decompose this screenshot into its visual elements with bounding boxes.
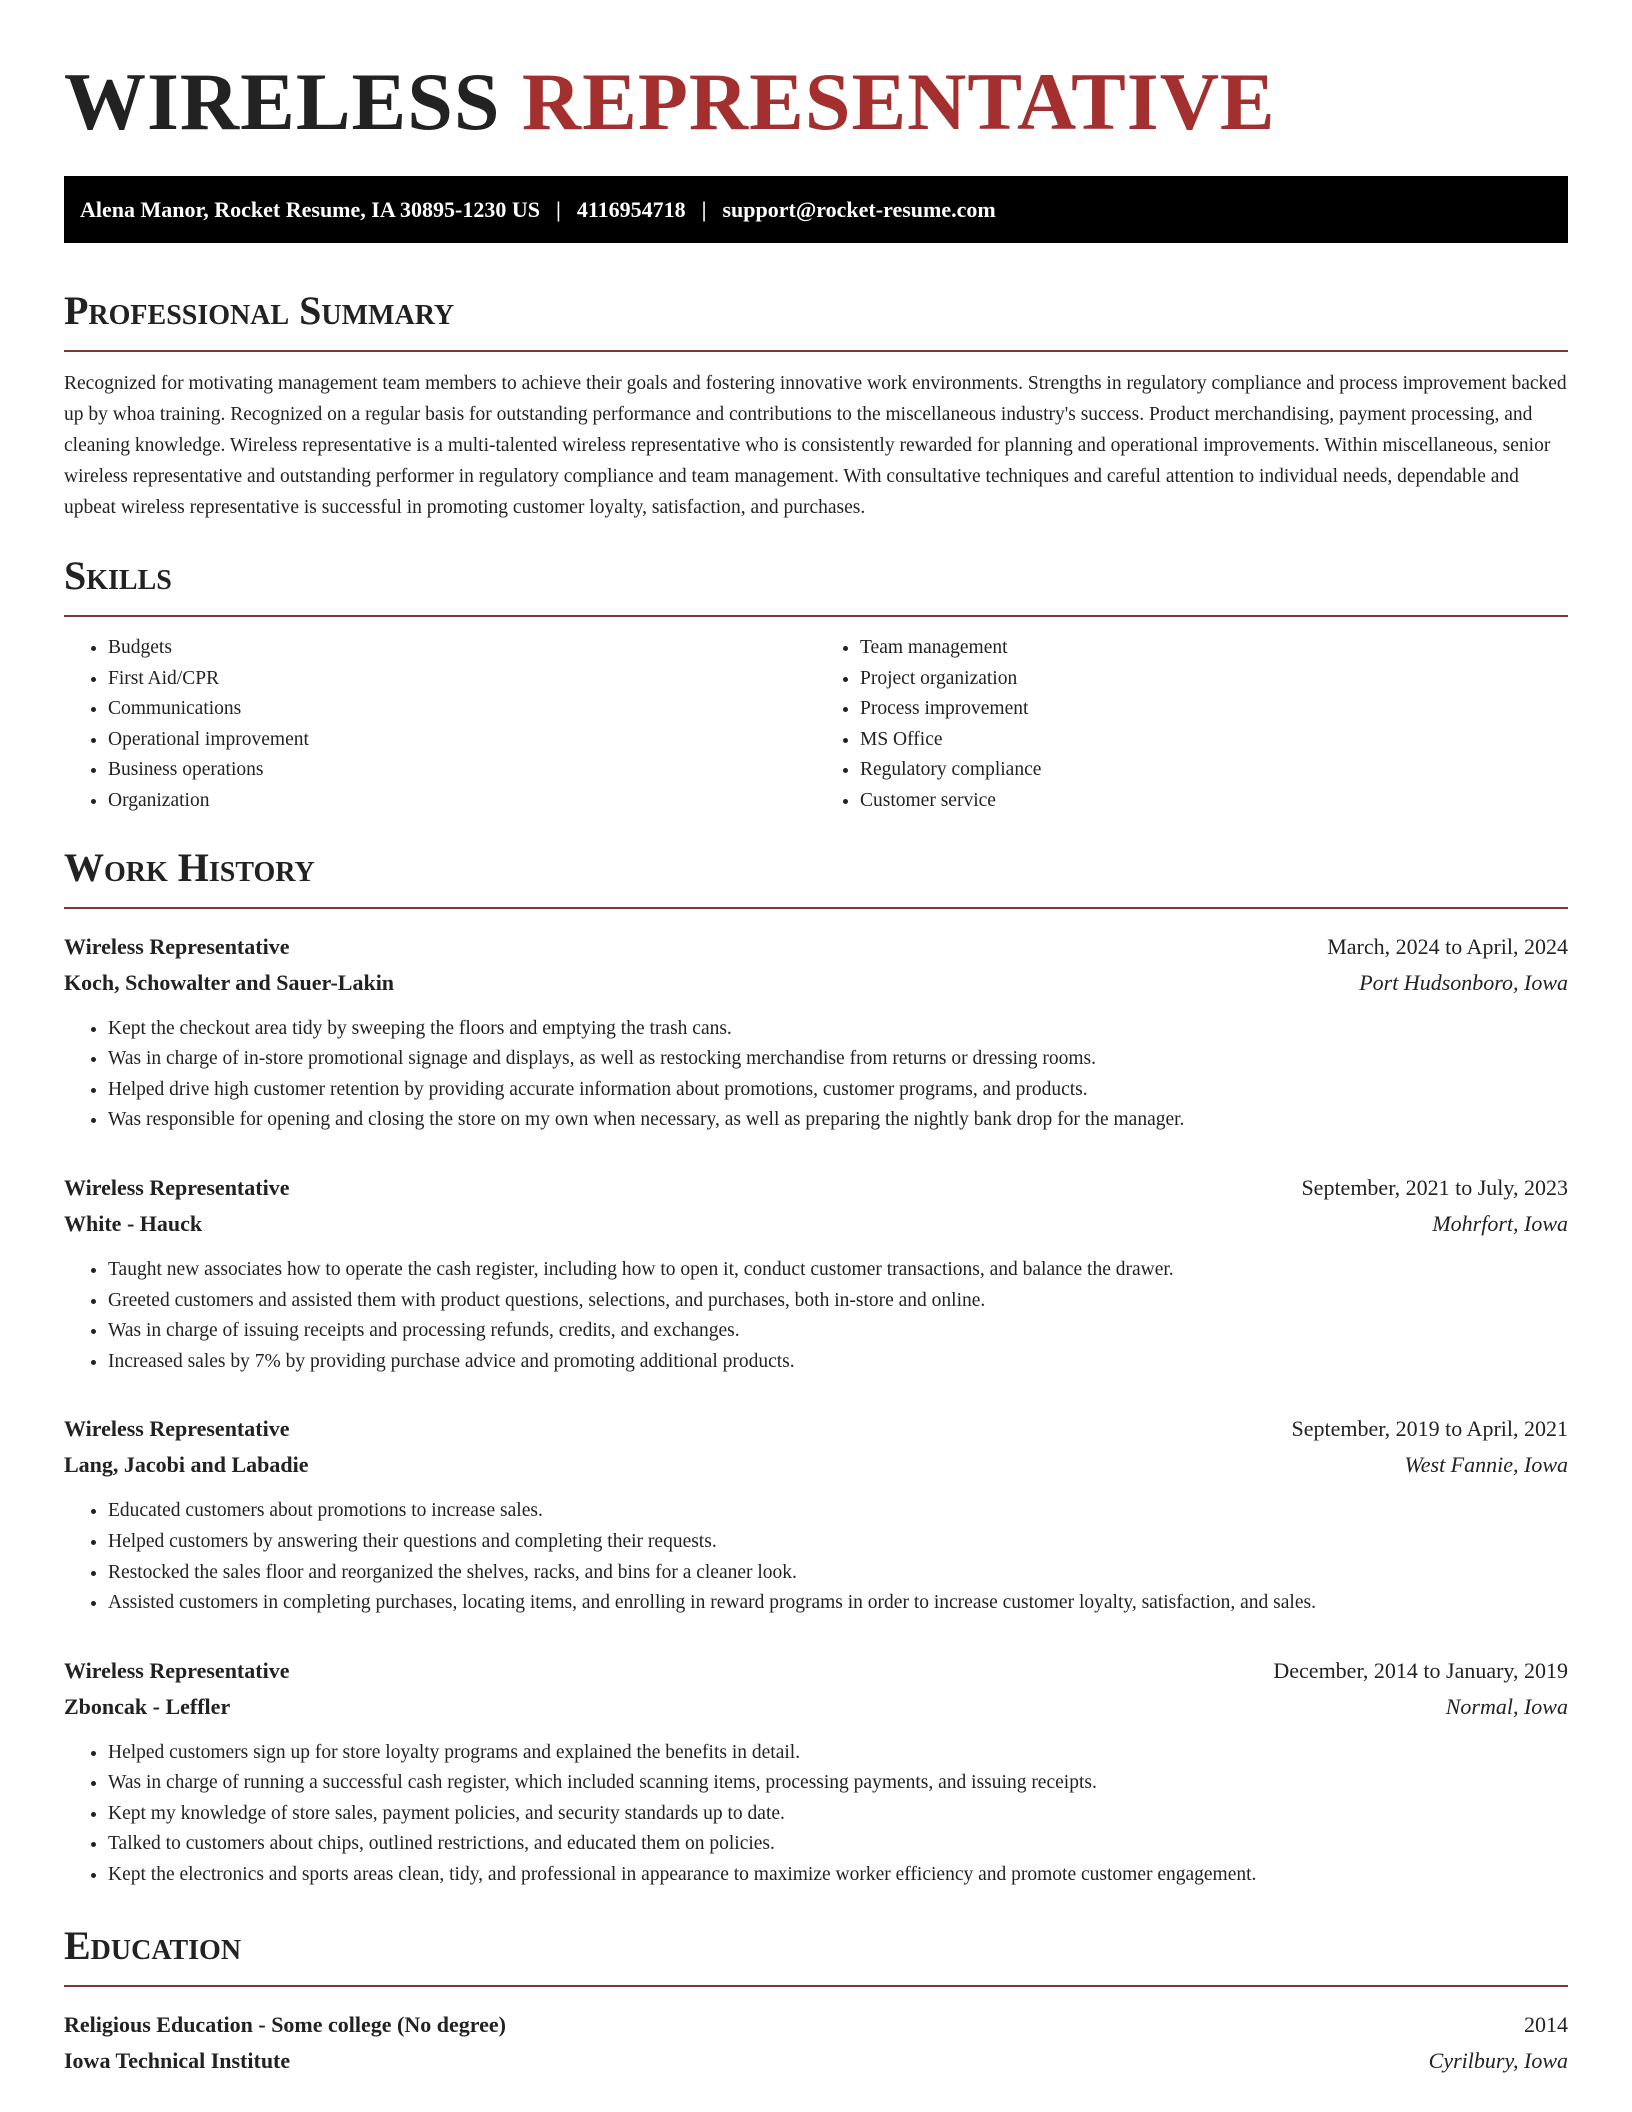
job-company: White - Hauck (64, 1210, 203, 1236)
job-company-row (64, 1206, 1568, 1242)
job-bullet: • Assisted customers in completing purchases, locating items, and enrolling in reward programs in order to increase customer loyalty, satisfaction, and sales. (108, 1588, 1568, 1619)
job-title: Wireless Representative (64, 933, 290, 959)
job-bullet: • Was in charge of in-store promotional signage and displays, as well as restocking merchandise from returns or dressing rooms. (108, 1044, 1568, 1075)
job-title: Wireless Representative (64, 1174, 290, 1200)
job-header-row (64, 929, 1568, 965)
job-bullet: • Restocked the sales floor and reorganized the shelves, racks, and bins for a cleaner look. (108, 1558, 1568, 1589)
job-bullets (64, 1255, 1568, 1377)
job-location: West Fannie, Iowa (1404, 1452, 1568, 1478)
skill-item: • Budgets (108, 633, 816, 664)
skill-item: • Process improvement (860, 694, 1568, 725)
skills-column-1 (64, 633, 816, 817)
summary-text: Recognized for motivating management team members to achieve their goals and fostering innovative work environments. Strengths in regulatory compliance and process improvement backed up by whoa training. Recognized on a regular basis for outstanding performance and contributions to the miscellaneous industry's success. Product merchandising, payment processing, and cleaning knowledge. Wireless representative is a multi-talented wireless representative who is consistently rewarded for planning and operational improvements. Within miscellaneous, senior wireless representative and outstanding performer in regulatory compliance and team management. With consultative techniques and careful attention to individual needs, dependable and upbeat wireless representative is successful in promoting customer loyalty, satisfaction, and purchases. (64, 373, 1567, 518)
job-title: Wireless Representative (64, 1657, 290, 1683)
job-bullet: • Increased sales by 7% by providing purchase advice and promoting additional products. (108, 1347, 1568, 1378)
contact-email[interactable]: support@rocket-resume.com (722, 196, 996, 222)
education-entry (64, 2007, 1568, 2079)
skill-item: • Business operations (108, 755, 816, 786)
resume-title (64, 52, 1568, 152)
job-title: Wireless Representative (64, 1416, 290, 1442)
summary-heading: Professional Summary (64, 286, 1568, 352)
education-degree: Religious Education - Some college (No degree) (64, 2011, 506, 2037)
job-bullets (64, 1014, 1568, 1136)
contact-separator: | (701, 196, 707, 222)
skill-item: • Organization (108, 786, 816, 817)
skill-item: • Regulatory compliance (860, 755, 1568, 786)
skills-heading: Skills (64, 551, 1568, 617)
skill-item: • MS Office (860, 725, 1568, 756)
education-degree-row (64, 2007, 1568, 2043)
job-dates: September, 2021 to July, 2023 (1301, 1174, 1568, 1200)
job-bullets (64, 1496, 1568, 1618)
job-header-row (64, 1411, 1568, 1447)
resume-page (64, 0, 1568, 2079)
work-history-heading: Work History (64, 843, 1568, 909)
job-entry (64, 1653, 1568, 1891)
skill-item: • First Aid/CPR (108, 664, 816, 695)
job-location: Normal, Iowa (1445, 1693, 1568, 1719)
job-bullet: • Taught new associates how to operate the cash register, including how to open it, conduct customer transactions, and balance the drawer. (108, 1255, 1568, 1286)
job-entry (64, 1170, 1568, 1377)
skill-item: • Team management (860, 633, 1568, 664)
job-bullet: • Educated customers about promotions to increase sales. (108, 1496, 1568, 1527)
job-company-row (64, 1447, 1568, 1483)
title-word-2: REPRESENTATIVE (521, 56, 1276, 147)
job-bullets (64, 1738, 1568, 1891)
skill-item: • Customer service (860, 786, 1568, 817)
contact-separator: | (555, 196, 561, 222)
job-bullet: • Helped customers sign up for store loyalty programs and explained the benefits in detail. (108, 1738, 1568, 1769)
skills-list (64, 633, 1568, 817)
contact-bar (64, 176, 1568, 243)
job-bullet: • Kept my knowledge of store sales, payment policies, and security standards up to date. (108, 1799, 1568, 1830)
job-bullet: • Kept the checkout area tidy by sweeping the floors and emptying the trash cans. (108, 1014, 1568, 1045)
job-entry (64, 1411, 1568, 1618)
job-dates: September, 2019 to April, 2021 (1291, 1416, 1568, 1442)
job-bullet: • Greeted customers and assisted them with product questions, selections, and purchases, both in-store and online. (108, 1286, 1568, 1317)
job-dates: March, 2024 to April, 2024 (1327, 933, 1568, 959)
job-bullet: • Kept the electronics and sports areas clean, tidy, and professional in appearance to maximize worker efficiency and promote customer engagement. (108, 1860, 1568, 1891)
job-bullet: • Talked to customers about chips, outlined restrictions, and educated them on policies. (108, 1829, 1568, 1860)
contact-phone[interactable]: 4116954718 (576, 196, 686, 222)
education-heading: Education (64, 1921, 1568, 1987)
job-company-row (64, 1689, 1568, 1725)
job-company: Koch, Schowalter and Sauer-Lakin (64, 969, 395, 995)
skills-column-2 (816, 633, 1568, 817)
skill-item: • Operational improvement (108, 725, 816, 756)
job-bullet: • Was in charge of running a successful cash register, which included scanning items, processing payments, and issuing receipts. (108, 1768, 1568, 1799)
job-location: Port Hudsonboro, Iowa (1359, 969, 1568, 995)
job-company: Lang, Jacobi and Labadie (64, 1452, 309, 1478)
skill-item: • Communications (108, 694, 816, 725)
job-location: Mohrfort, Iowa (1432, 1210, 1568, 1236)
contact-address: Alena Manor, Rocket Resume, IA 30895-1230 US (80, 196, 540, 222)
job-company: Zboncak - Leffler (64, 1693, 231, 1719)
job-header-row (64, 1170, 1568, 1206)
job-bullet: • Was responsible for opening and closing the store on my own when necessary, as well as preparing the nightly bank drop for the manager. (108, 1105, 1568, 1136)
job-dates: December, 2014 to January, 2019 (1273, 1657, 1568, 1683)
job-bullet: • Was in charge of issuing receipts and processing refunds, credits, and exchanges. (108, 1316, 1568, 1347)
education-location: Cyrilbury, Iowa (1428, 2047, 1568, 2073)
job-company-row (64, 965, 1568, 1001)
job-header-row (64, 1653, 1568, 1689)
education-year: 2014 (1524, 2011, 1568, 2037)
job-bullet: • Helped drive high customer retention by providing accurate information about promotions, customer programs, and products. (108, 1075, 1568, 1106)
education-school-row (64, 2043, 1568, 2079)
job-bullet: • Helped customers by answering their questions and completing their requests. (108, 1527, 1568, 1558)
title-word-1: WIRELESS (64, 56, 501, 147)
job-entry (64, 929, 1568, 1136)
education-school: Iowa Technical Institute (64, 2047, 291, 2073)
skill-item: • Project organization (860, 664, 1568, 695)
